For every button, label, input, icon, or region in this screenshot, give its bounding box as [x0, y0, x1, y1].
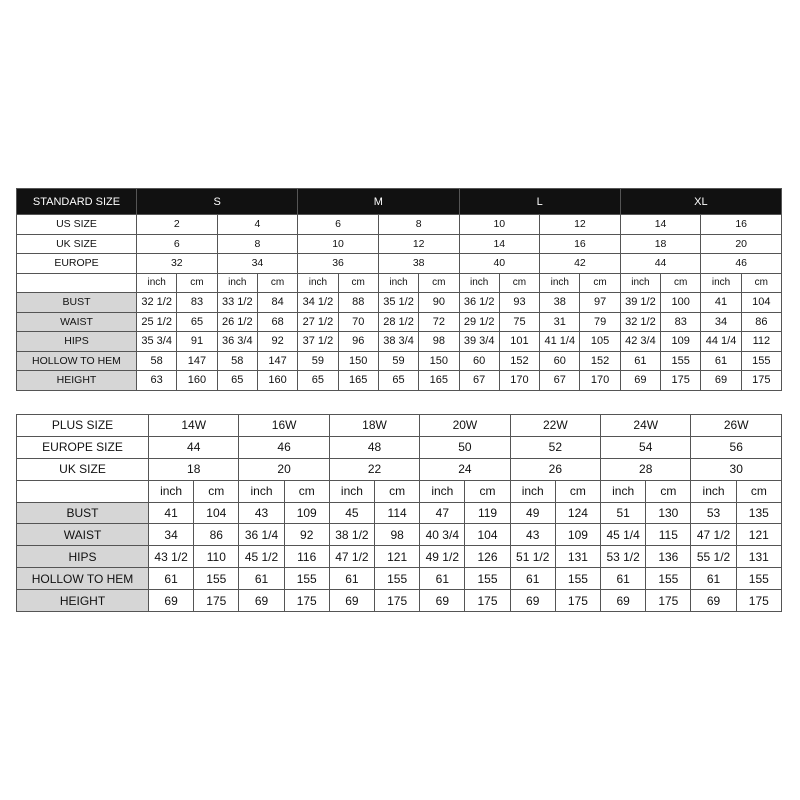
plus-measure-value: 114 — [375, 502, 420, 524]
standard-header-row — [17, 189, 782, 215]
plus-measure-value: 119 — [465, 502, 510, 524]
measure-value: 96 — [338, 332, 378, 352]
unit-cm: cm — [646, 480, 691, 502]
us-size-value: 4 — [217, 215, 298, 235]
unit-inch: inch — [459, 273, 499, 293]
plus-measure-value: 175 — [465, 590, 510, 612]
measure-value: 84 — [257, 293, 297, 313]
measure-value: 65 — [298, 371, 338, 391]
plus-uk-size-value: 24 — [420, 458, 510, 480]
plus-europe-size-value: 44 — [149, 436, 239, 458]
measure-value: 165 — [419, 371, 459, 391]
unit-cm: cm — [284, 480, 329, 502]
unit-inch: inch — [691, 480, 736, 502]
us-size-label: US SIZE — [17, 215, 137, 235]
measure-value: 65 — [217, 371, 257, 391]
plus-measure-value: 61 — [420, 568, 465, 590]
plus-measure-value: 47 1/2 — [329, 546, 374, 568]
measure-value: 29 1/2 — [459, 312, 499, 332]
plus-measure-value: 51 1/2 — [510, 546, 555, 568]
measure-label-hollow-to-hem: HOLLOW TO HEM — [17, 351, 137, 371]
plus-europe-size-value: 46 — [239, 436, 329, 458]
measure-value: 109 — [661, 332, 701, 352]
measure-value: 59 — [378, 351, 418, 371]
unit-row-label — [17, 273, 137, 293]
plus-size-18w: 18W — [329, 415, 419, 437]
plus-measure-value: 175 — [646, 590, 691, 612]
measure-value: 100 — [661, 293, 701, 313]
measure-value: 86 — [741, 312, 781, 332]
measure-value: 101 — [499, 332, 539, 352]
plus-measure-value: 109 — [555, 524, 600, 546]
us-size-value: 2 — [137, 215, 218, 235]
plus-size-20w: 20W — [420, 415, 510, 437]
unit-cm: cm — [661, 273, 701, 293]
us-size-row — [17, 215, 782, 235]
plus-size-table — [16, 414, 782, 612]
measure-value: 68 — [257, 312, 297, 332]
us-size-value: 6 — [298, 215, 379, 235]
plus-measure-value: 69 — [691, 590, 736, 612]
measure-value: 59 — [298, 351, 338, 371]
plus-measure-value: 131 — [736, 546, 781, 568]
measure-value: 65 — [177, 312, 217, 332]
measure-value: 112 — [741, 332, 781, 352]
plus-uk-size-value: 26 — [510, 458, 600, 480]
measure-value: 165 — [338, 371, 378, 391]
unit-cm: cm — [338, 273, 378, 293]
plus-uk-size-value: 20 — [239, 458, 329, 480]
measure-value: 41 — [701, 293, 741, 313]
unit-inch: inch — [510, 480, 555, 502]
measure-value: 150 — [338, 351, 378, 371]
unit-cm: cm — [736, 480, 781, 502]
unit-inch: inch — [701, 273, 741, 293]
measure-value: 175 — [661, 371, 701, 391]
measure-value: 34 — [701, 312, 741, 332]
europe-size-label: EUROPE — [17, 254, 137, 274]
uk-size-row — [17, 234, 782, 254]
plus-measure-value: 43 1/2 — [149, 546, 194, 568]
plus-measure-value: 124 — [555, 502, 600, 524]
plus-measure-value: 175 — [194, 590, 239, 612]
unit-cm: cm — [465, 480, 510, 502]
plus-uk-size-label: UK SIZE — [17, 458, 149, 480]
measure-value: 35 3/4 — [137, 332, 177, 352]
plus-measure-value: 55 1/2 — [691, 546, 736, 568]
plus-measure-value: 47 1/2 — [691, 524, 736, 546]
plus-measure-value: 126 — [465, 546, 510, 568]
plus-measure-value: 41 — [149, 502, 194, 524]
measure-row-waist — [17, 312, 782, 332]
measure-value: 34 1/2 — [298, 293, 338, 313]
plus-size-16w: 16W — [239, 415, 329, 437]
measure-value: 97 — [580, 293, 620, 313]
plus-measure-value: 61 — [601, 568, 646, 590]
measure-value: 170 — [580, 371, 620, 391]
measure-label-height: HEIGHT — [17, 371, 137, 391]
plus-measure-value: 51 — [601, 502, 646, 524]
unit-cm: cm — [194, 480, 239, 502]
measure-row-hips — [17, 332, 782, 352]
plus-uk-size-value: 28 — [601, 458, 691, 480]
plus-header-row — [17, 415, 782, 437]
unit-inch: inch — [217, 273, 257, 293]
measure-value: 88 — [338, 293, 378, 313]
plus-measure-row-hollow-to-hem — [17, 568, 782, 590]
plus-measure-value: 61 — [691, 568, 736, 590]
measure-value: 35 1/2 — [378, 293, 418, 313]
europe-size-value: 34 — [217, 254, 298, 274]
plus-measure-value: 130 — [646, 502, 691, 524]
uk-size-value: 12 — [378, 234, 459, 254]
measure-value: 65 — [378, 371, 418, 391]
unit-inch: inch — [239, 480, 284, 502]
measure-value: 32 1/2 — [620, 312, 660, 332]
uk-size-value: 8 — [217, 234, 298, 254]
plus-uk-size-value: 30 — [691, 458, 782, 480]
measure-value: 39 3/4 — [459, 332, 499, 352]
measure-value: 152 — [580, 351, 620, 371]
measure-row-bust — [17, 293, 782, 313]
plus-measure-value: 109 — [284, 502, 329, 524]
size-header-l: L — [459, 189, 620, 215]
measure-value: 104 — [741, 293, 781, 313]
plus-measure-value: 69 — [149, 590, 194, 612]
plus-measure-value: 155 — [646, 568, 691, 590]
standard-size-header: STANDARD SIZE — [17, 189, 137, 215]
us-size-value: 12 — [540, 215, 621, 235]
plus-measure-value: 86 — [194, 524, 239, 546]
measure-value: 152 — [499, 351, 539, 371]
measure-value: 155 — [661, 351, 701, 371]
uk-size-value: 16 — [540, 234, 621, 254]
plus-measure-value: 45 1/2 — [239, 546, 284, 568]
measure-value: 67 — [459, 371, 499, 391]
plus-measure-value: 104 — [194, 502, 239, 524]
unit-inch: inch — [620, 273, 660, 293]
measure-value: 98 — [419, 332, 459, 352]
plus-measure-value: 40 3/4 — [420, 524, 465, 546]
measure-value: 60 — [459, 351, 499, 371]
measure-value: 93 — [499, 293, 539, 313]
unit-cm: cm — [555, 480, 600, 502]
plus-measure-value: 175 — [375, 590, 420, 612]
europe-size-row — [17, 254, 782, 274]
plus-measure-value: 45 — [329, 502, 374, 524]
plus-measure-label-waist: WAIST — [17, 524, 149, 546]
europe-size-value: 40 — [459, 254, 540, 274]
europe-size-value: 44 — [620, 254, 701, 274]
measure-value: 41 1/4 — [540, 332, 580, 352]
plus-europe-size-row — [17, 436, 782, 458]
plus-measure-value: 155 — [465, 568, 510, 590]
plus-measure-value: 115 — [646, 524, 691, 546]
measure-label-hips: HIPS — [17, 332, 137, 352]
unit-inch: inch — [420, 480, 465, 502]
unit-cm: cm — [741, 273, 781, 293]
measure-label-waist: WAIST — [17, 312, 137, 332]
measure-value: 61 — [701, 351, 741, 371]
plus-measure-value: 43 — [510, 524, 555, 546]
measure-value: 38 — [540, 293, 580, 313]
unit-cm: cm — [419, 273, 459, 293]
plus-measure-value: 53 — [691, 502, 736, 524]
plus-size-14w: 14W — [149, 415, 239, 437]
plus-measure-value: 155 — [284, 568, 329, 590]
measure-value: 31 — [540, 312, 580, 332]
measure-value: 160 — [257, 371, 297, 391]
plus-unit-row — [17, 480, 782, 502]
uk-size-value: 18 — [620, 234, 701, 254]
plus-measure-label-bust: BUST — [17, 502, 149, 524]
plus-measure-value: 61 — [239, 568, 284, 590]
measure-value: 58 — [137, 351, 177, 371]
plus-measure-value: 34 — [149, 524, 194, 546]
unit-row — [17, 273, 782, 293]
plus-measure-value: 38 1/2 — [329, 524, 374, 546]
measure-value: 60 — [540, 351, 580, 371]
plus-measure-row-hips — [17, 546, 782, 568]
plus-uk-size-value: 18 — [149, 458, 239, 480]
measure-row-height — [17, 371, 782, 391]
plus-size-22w: 22W — [510, 415, 600, 437]
uk-size-value: 14 — [459, 234, 540, 254]
plus-europe-size-value: 48 — [329, 436, 419, 458]
europe-size-value: 36 — [298, 254, 379, 274]
measure-value: 44 1/4 — [701, 332, 741, 352]
plus-measure-value: 121 — [736, 524, 781, 546]
plus-uk-size-row — [17, 458, 782, 480]
plus-measure-label-height: HEIGHT — [17, 590, 149, 612]
plus-measure-value: 135 — [736, 502, 781, 524]
plus-measure-value: 69 — [239, 590, 284, 612]
measure-value: 90 — [419, 293, 459, 313]
plus-measure-value: 47 — [420, 502, 465, 524]
unit-inch: inch — [149, 480, 194, 502]
europe-size-value: 38 — [378, 254, 459, 274]
plus-measure-value: 61 — [510, 568, 555, 590]
plus-measure-value: 175 — [284, 590, 329, 612]
plus-measure-value: 92 — [284, 524, 329, 546]
us-size-value: 14 — [620, 215, 701, 235]
unit-cm: cm — [375, 480, 420, 502]
measure-value: 25 1/2 — [137, 312, 177, 332]
plus-measure-value: 43 — [239, 502, 284, 524]
plus-measure-row-waist — [17, 524, 782, 546]
plus-size-header: PLUS SIZE — [17, 415, 149, 437]
measure-value: 67 — [540, 371, 580, 391]
plus-size-26w: 26W — [691, 415, 782, 437]
plus-measure-label-hips: HIPS — [17, 546, 149, 568]
plus-measure-value: 45 1/4 — [601, 524, 646, 546]
unit-inch: inch — [601, 480, 646, 502]
measure-value: 39 1/2 — [620, 293, 660, 313]
us-size-value: 16 — [701, 215, 782, 235]
measure-row-hollow-to-hem — [17, 351, 782, 371]
size-header-xl: XL — [620, 189, 781, 215]
plus-measure-value: 69 — [601, 590, 646, 612]
measure-value: 147 — [177, 351, 217, 371]
plus-uk-size-value: 22 — [329, 458, 419, 480]
measure-value: 91 — [177, 332, 217, 352]
plus-measure-value: 61 — [149, 568, 194, 590]
unit-cm: cm — [580, 273, 620, 293]
standard-size-table — [16, 188, 782, 391]
measure-value: 37 1/2 — [298, 332, 338, 352]
measure-value: 28 1/2 — [378, 312, 418, 332]
measure-value: 75 — [499, 312, 539, 332]
measure-value: 36 3/4 — [217, 332, 257, 352]
measure-value: 83 — [177, 293, 217, 313]
plus-measure-value: 155 — [736, 568, 781, 590]
uk-size-label: UK SIZE — [17, 234, 137, 254]
plus-measure-value: 110 — [194, 546, 239, 568]
measure-label-bust: BUST — [17, 293, 137, 313]
measure-value: 36 1/2 — [459, 293, 499, 313]
plus-measure-value: 175 — [555, 590, 600, 612]
measure-value: 160 — [177, 371, 217, 391]
plus-measure-value: 98 — [375, 524, 420, 546]
unit-inch: inch — [298, 273, 338, 293]
plus-measure-value: 121 — [375, 546, 420, 568]
measure-value: 42 3/4 — [620, 332, 660, 352]
plus-measure-value: 136 — [646, 546, 691, 568]
us-size-value: 8 — [378, 215, 459, 235]
uk-size-value: 20 — [701, 234, 782, 254]
plus-measure-value: 116 — [284, 546, 329, 568]
measure-value: 83 — [661, 312, 701, 332]
measure-value: 105 — [580, 332, 620, 352]
europe-size-value: 46 — [701, 254, 782, 274]
plus-measure-value: 175 — [736, 590, 781, 612]
uk-size-value: 10 — [298, 234, 379, 254]
measure-value: 58 — [217, 351, 257, 371]
measure-value: 155 — [741, 351, 781, 371]
measure-value: 27 1/2 — [298, 312, 338, 332]
plus-measure-label-hollow-to-hem: HOLLOW TO HEM — [17, 568, 149, 590]
measure-value: 26 1/2 — [217, 312, 257, 332]
size-header-s: S — [137, 189, 298, 215]
measure-value: 69 — [620, 371, 660, 391]
europe-size-value: 42 — [540, 254, 621, 274]
us-size-value: 10 — [459, 215, 540, 235]
measure-value: 170 — [499, 371, 539, 391]
plus-europe-size-label: EUROPE SIZE — [17, 436, 149, 458]
measure-value: 32 1/2 — [137, 293, 177, 313]
measure-value: 150 — [419, 351, 459, 371]
measure-value: 72 — [419, 312, 459, 332]
measure-value: 70 — [338, 312, 378, 332]
plus-measure-value: 69 — [329, 590, 374, 612]
plus-measure-value: 53 1/2 — [601, 546, 646, 568]
plus-measure-value: 36 1/4 — [239, 524, 284, 546]
unit-cm: cm — [177, 273, 217, 293]
unit-inch: inch — [540, 273, 580, 293]
measure-value: 69 — [701, 371, 741, 391]
plus-measure-value: 155 — [375, 568, 420, 590]
measure-value: 79 — [580, 312, 620, 332]
unit-cm: cm — [257, 273, 297, 293]
unit-inch: inch — [137, 273, 177, 293]
unit-inch: inch — [329, 480, 374, 502]
measure-value: 92 — [257, 332, 297, 352]
measure-value: 175 — [741, 371, 781, 391]
plus-measure-row-height — [17, 590, 782, 612]
uk-size-value: 6 — [137, 234, 218, 254]
europe-size-value: 32 — [137, 254, 218, 274]
measure-value: 63 — [137, 371, 177, 391]
plus-measure-value: 69 — [510, 590, 555, 612]
unit-cm: cm — [499, 273, 539, 293]
plus-measure-value: 155 — [194, 568, 239, 590]
plus-measure-value: 49 1/2 — [420, 546, 465, 568]
plus-europe-size-value: 56 — [691, 436, 782, 458]
plus-measure-value: 131 — [555, 546, 600, 568]
plus-europe-size-value: 50 — [420, 436, 510, 458]
plus-measure-row-bust — [17, 502, 782, 524]
measure-value: 147 — [257, 351, 297, 371]
plus-measure-value: 104 — [465, 524, 510, 546]
measure-value: 33 1/2 — [217, 293, 257, 313]
plus-measure-value: 69 — [420, 590, 465, 612]
measure-value: 38 3/4 — [378, 332, 418, 352]
plus-measure-value: 155 — [555, 568, 600, 590]
plus-unit-row-label — [17, 480, 149, 502]
measure-value: 61 — [620, 351, 660, 371]
plus-measure-value: 61 — [329, 568, 374, 590]
plus-europe-size-value: 52 — [510, 436, 600, 458]
plus-europe-size-value: 54 — [601, 436, 691, 458]
unit-inch: inch — [378, 273, 418, 293]
plus-measure-value: 49 — [510, 502, 555, 524]
size-header-m: M — [298, 189, 459, 215]
plus-size-24w: 24W — [601, 415, 691, 437]
